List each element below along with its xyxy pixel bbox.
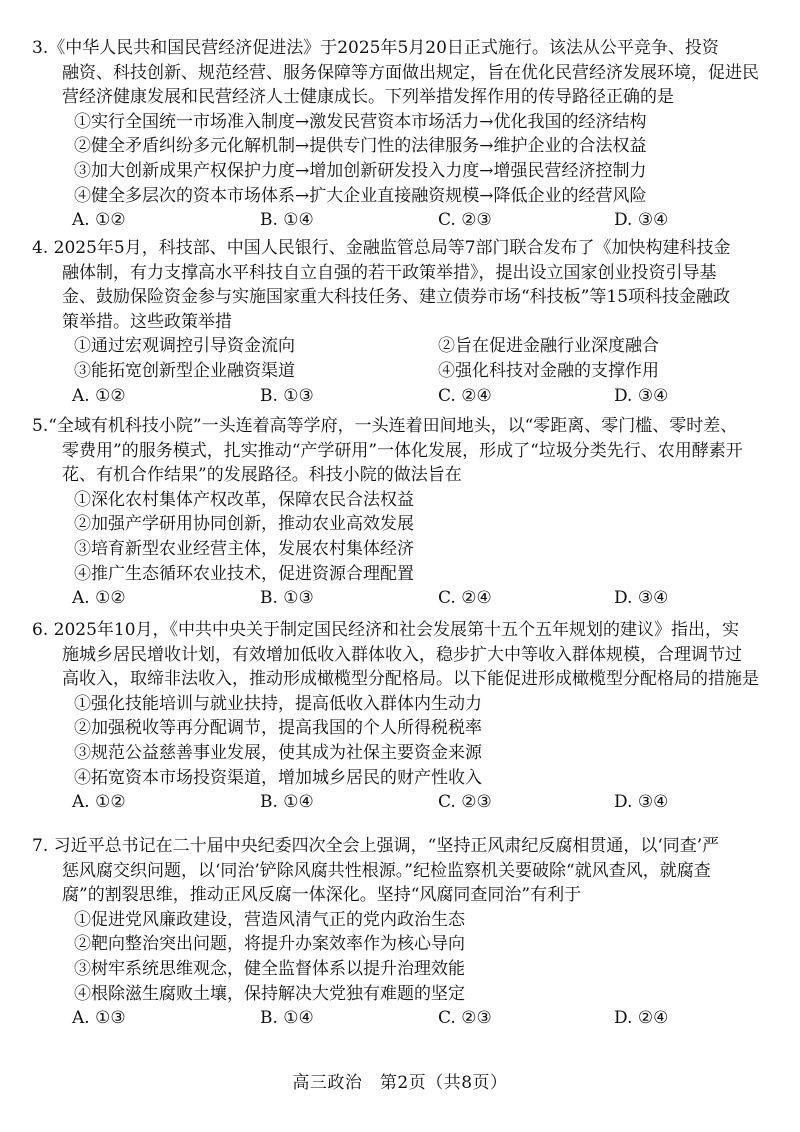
question-stem-line: 融体制，有力支撑高水平科技自立自强的若干政策举措》，提出设立国家创业投资引导基 — [62, 262, 717, 283]
option-d: D. ②④ — [614, 1008, 669, 1029]
statement: ②靶向整治突出问题，将提升办案效率作为核心导向 — [74, 934, 465, 955]
statement: ①强化技能培训与就业扶持，提高低收入群体内生动力 — [74, 693, 482, 714]
question-stem-line: 花、有机合作结果”的发展路径。科技小院的做法旨在 — [62, 465, 462, 486]
statement: ①促进党风廉政建设，营造风清气正的党内政治生态 — [74, 909, 465, 930]
question-stem-line: 惩风腐交织问题，以‘同治’铲除风腐共性根源。”纪检监察机关要破除“就风查风，就腐查 — [62, 860, 711, 881]
option-a: A. ①② — [72, 210, 126, 231]
answer-options — [62, 208, 772, 233]
option-a: A. ①② — [72, 792, 126, 813]
statement: ④拓宽资本市场投资渠道，增加城乡居民的财产性收入 — [74, 767, 482, 788]
statement: ②旨在促进金融行业深度融合 — [438, 336, 659, 357]
question-stem-line: 金、鼓励保险资金参与实施国家重大科技任务、建立债券市场“科技板”等15项科技金融政 — [62, 287, 731, 308]
statement: ④健全多层次的资本市场体系→扩大企业直接融资规模→降低企业的经营风险 — [74, 185, 647, 206]
question-5 — [32, 414, 772, 611]
option-b: B. ①④ — [260, 210, 314, 231]
page-footer: 高三政治 第2页（共8页） — [292, 1073, 508, 1093]
option-a: A. ①② — [72, 385, 126, 406]
question-stem-line: 策举措。这些政策举措 — [62, 311, 232, 332]
option-a: A. ①② — [72, 588, 126, 609]
statement: ③加大创新成果产权保护力度→增加创新研发投入力度→增强民营经济控制力 — [74, 160, 647, 181]
question-4 — [32, 236, 772, 409]
question-stem-line: 4. 2025年5月，科技部、中国人民银行、金融监管总局等7部门联合发布了《加快构建科技金 — [32, 238, 731, 258]
statement: ①通过宏观调控引导资金流向 — [74, 336, 295, 357]
option-d: D. ③④ — [614, 385, 669, 406]
statement: ②健全矛盾纠纷多元化解机制→提供专门性的法律服务→维护企业的合法权益 — [74, 136, 647, 157]
answer-options — [62, 384, 772, 409]
option-b: B. ①③ — [260, 385, 314, 406]
option-c: C. ②④ — [438, 588, 492, 609]
option-c: C. ②③ — [438, 1008, 492, 1029]
statement: ③树牢系统思维观念，健全监督体系以提升治理效能 — [74, 958, 465, 979]
question-stem-line: 5.“全域有机科技小院”一头连着高等学府，一头连着田间地头，以“零距离、零门槛、零时差、 — [32, 416, 738, 436]
statement: ③培育新型农业经营主体，发展农村集体经济 — [74, 538, 414, 559]
question-stem-line: 零费用”的服务模式，扎实推动“产学研用”一体化发展，形成了“垃圾分类先行、农用酵素开 — [62, 440, 743, 461]
answer-options — [62, 1006, 772, 1031]
statement-row — [62, 359, 772, 384]
statement-row — [62, 334, 772, 359]
answer-options — [62, 790, 772, 815]
statement: ②加强税收等再分配调节，提高我国的个人所得税税率 — [74, 718, 482, 739]
statement: ④推广生态循环农业技术，促进资源合理配置 — [74, 563, 414, 584]
statement: ④根除滋生腐败土壤，保持解决大党独有难题的坚定 — [74, 983, 465, 1004]
option-b: B. ①④ — [260, 792, 314, 813]
option-b: B. ①④ — [260, 1008, 314, 1029]
question-stem-line: 腐”的割裂思维，推动正风反腐一体深化。坚持“风腐同查同治”有利于 — [62, 885, 582, 906]
option-d: D. ③④ — [614, 588, 669, 609]
option-c: C. ②③ — [438, 792, 492, 813]
answer-options — [62, 586, 772, 611]
statement: ④强化科技对金融的支撑作用 — [438, 360, 659, 381]
question-stem-line: 施城乡居民增收计划，有效增加低收入群体收入，稳步扩大中等收入群体规模，合理调节过 — [62, 644, 742, 665]
statement: ②加强产学研用协同创新，推动农业高效发展 — [74, 514, 414, 535]
question-stem-line: 高收入，取缔非法收入，推动形成橄榄型分配格局。以下能促进形成橄榄型分配格局的措施是 — [62, 669, 759, 690]
option-d: D. ③④ — [614, 792, 669, 813]
option-d: D. ③④ — [614, 210, 669, 231]
statement: ①深化农村集体产权改革，保障农民合法权益 — [74, 489, 414, 510]
option-b: B. ①③ — [260, 588, 314, 609]
question-stem-line: 6. 2025年10月，《中共中央关于制定国民经济和社会发展第十五个五年规划的建议》指出，实 — [32, 620, 740, 640]
option-c: C. ②④ — [438, 385, 492, 406]
question-stem-line: 3.《中华人民共和国民营经济促进法》于2025年5月20日正式施行。该法从公平竞争、投资 — [32, 38, 719, 58]
statement: ①实行全国统一市场准入制度→激发民营资本市场活力→优化我国的经济结构 — [74, 111, 647, 132]
question-stem-line: 营经济健康发展和民营经济人士健康成长。下列举措发挥作用的传导路径正确的是 — [62, 87, 674, 108]
question-stem-line: 融资、科技创新、规范经营、服务保障等方面做出规定，旨在优化民营经济发展环境，促进民 — [62, 62, 759, 83]
question-3 — [32, 36, 772, 233]
question-7 — [32, 834, 772, 1031]
question-6 — [32, 618, 772, 815]
statement: ③能拓宽创新型企业融资渠道 — [74, 360, 295, 381]
statement: ③规范公益慈善事业发展，使其成为社保主要资金来源 — [74, 742, 482, 763]
question-stem-line: 7. 习近平总书记在二十届中央纪委四次全会上强调，“坚持正风肃纪反腐相贯通，以‘同查’严 — [32, 836, 720, 856]
option-a: A. ①③ — [72, 1008, 126, 1029]
option-c: C. ②③ — [438, 210, 492, 231]
